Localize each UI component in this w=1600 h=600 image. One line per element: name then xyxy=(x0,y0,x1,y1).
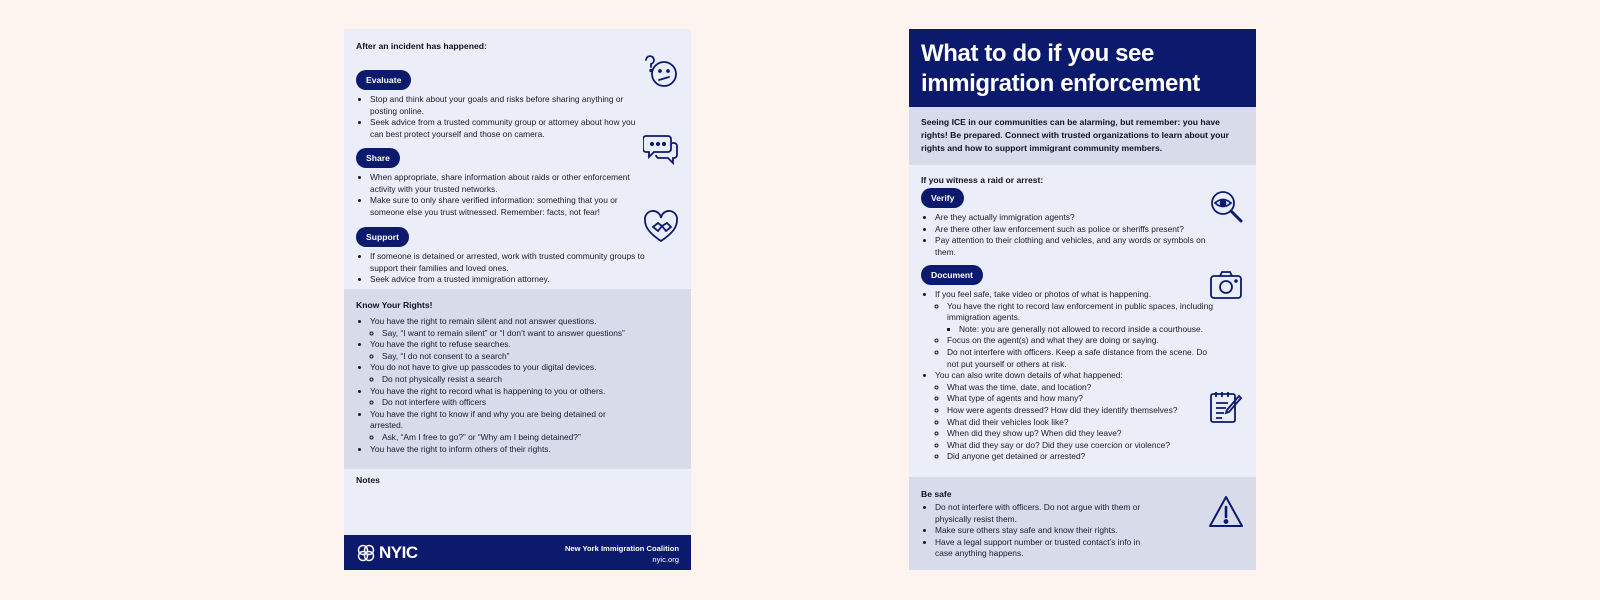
list-item: • You have the right to inform others of their rights. xyxy=(370,444,639,456)
list-item: ◦ Do not interfere with officers xyxy=(382,397,639,409)
nyic-logo-icon xyxy=(356,543,376,563)
chat-bubbles-icon xyxy=(643,131,679,167)
list-item: • When appropriate, share information about raids or other enforcement activity with your trusted networks. xyxy=(370,172,645,195)
list-item: • Seek advice from a trusted community group or attorney about how you can best protect yourself and those on camera. xyxy=(370,117,645,140)
list-item xyxy=(370,409,639,444)
list-item: ◦ Focus on the agent(s) and what they are doing or saying. xyxy=(947,335,1216,347)
witness-heading: If you witness a raid or arrest: xyxy=(921,175,1044,185)
list-item xyxy=(370,339,639,362)
rights-text: You have the right to know if and why you are being detained or arrested. xyxy=(370,408,606,431)
after-incident-heading: After an incident has happened: xyxy=(356,41,487,51)
camera-icon xyxy=(1208,267,1244,303)
evaluate-block xyxy=(356,68,645,140)
rights-heading: Know Your Rights! xyxy=(356,300,433,310)
document-text: If you feel safe, take video or photos of what is happening. xyxy=(935,289,1152,299)
rights-text: You have the right to remain silent and not answer questions. xyxy=(370,316,597,326)
notes-section xyxy=(344,475,691,535)
support-block xyxy=(356,225,645,286)
footer xyxy=(344,535,691,570)
list-item: ◦ What was the time, date, and location? xyxy=(947,382,1216,394)
support-list xyxy=(356,251,645,286)
list-item: ◦ What type of agents and how many? xyxy=(947,393,1216,405)
know-your-rights-section xyxy=(344,289,691,469)
document-block xyxy=(921,263,1216,463)
nyic-logo-text: NYIC xyxy=(379,543,418,562)
list-item: • Seek advice from a trusted immigration attorney. xyxy=(370,274,645,286)
list-item: • If someone is detained or arrested, work with trusted community groups to support their families and loved ones. xyxy=(370,251,645,274)
list-item xyxy=(947,301,1216,336)
list-item: • Make sure others stay safe and know their rights. xyxy=(935,525,1154,537)
org-info xyxy=(565,544,679,564)
rights-list xyxy=(356,316,639,455)
list-item: ◦ Say, “I want to remain silent” or “I don’t want to answer questions” xyxy=(382,328,639,340)
rights-text: You have the right to refuse searches. xyxy=(370,339,511,350)
list-item: • Pay attention to their clothing and vehicles, and any words or symbols on them. xyxy=(935,235,1210,258)
magnifier-eye-icon xyxy=(1208,189,1244,225)
list-item: ◦ Ask, “Am I free to go?” or “Why am I being detained?” xyxy=(382,432,639,444)
list-item xyxy=(370,362,639,385)
list-item xyxy=(370,316,639,339)
list-item: • Are they actually immigration agents? xyxy=(935,212,1210,224)
share-list xyxy=(356,172,645,218)
title-line-2: immigration enforcement xyxy=(921,70,1200,97)
verify-pill: Verify xyxy=(921,188,964,208)
left-page xyxy=(344,29,691,570)
verify-block xyxy=(921,186,1210,258)
list-item: ◦ Did anyone get detained or arrested? xyxy=(947,451,1216,463)
list-item: ◦ Say, “I do not consent to a search” xyxy=(382,351,639,363)
warning-triangle-icon xyxy=(1208,494,1244,530)
list-item: ◦ What did their vehicles look like? xyxy=(947,417,1216,429)
witness-section xyxy=(909,175,1256,505)
list-item xyxy=(935,289,1216,370)
nyic-logo xyxy=(356,543,418,563)
list-item: • Do not interfere with officers. Do not argue with them or physically resist them. xyxy=(935,502,1154,525)
share-pill: Share xyxy=(356,148,400,168)
document-list xyxy=(921,289,1216,463)
confused-face-icon xyxy=(643,53,679,89)
heart-hands-icon xyxy=(643,209,679,245)
list-item: • Are there other law enforcement such as police or sheriffs present? xyxy=(935,224,1210,236)
rights-text: You have the right to record what is happening to you or others. xyxy=(370,385,606,396)
evaluate-list xyxy=(356,94,645,140)
rights-text: You do not have to give up passcodes to your digital devices. xyxy=(370,362,597,373)
be-safe-list xyxy=(921,502,1154,560)
list-item xyxy=(935,370,1216,463)
document-pill: Document xyxy=(921,265,983,285)
after-incident-section xyxy=(344,41,691,316)
list-item: ▪ Note: you are generally not allowed to record inside a courthouse. xyxy=(959,324,1216,336)
list-item: • Have a legal support number or trusted contact’s info in case anything happens. xyxy=(935,537,1154,560)
share-block xyxy=(356,146,645,218)
support-pill: Support xyxy=(356,227,409,247)
right-page xyxy=(909,29,1256,570)
notes-heading: Notes xyxy=(356,475,380,485)
list-item: • Make sure to only share verified information: something that you or someone else you trust witnessed. Remember: facts, not fear! xyxy=(370,195,645,218)
notepad-pencil-icon xyxy=(1208,389,1244,425)
org-name: New York Immigration Coalition xyxy=(564,544,679,553)
intro-text: Seeing ICE in our communities can be alarming, but remember: you have rights! Be prepared. Connect with trusted organizations to learn about your rights and how to support immigrant community members. xyxy=(909,107,1256,165)
evaluate-pill: Evaluate xyxy=(356,70,411,90)
title-line-1: What to do if you see xyxy=(921,40,1154,67)
list-item: ◦ Do not physically resist a search xyxy=(382,374,639,386)
list-item xyxy=(370,386,639,409)
title-band xyxy=(909,29,1256,107)
list-item: ◦ When did they show up? When did they leave? xyxy=(947,428,1216,440)
be-safe-section xyxy=(909,477,1256,570)
page-title xyxy=(921,39,1244,99)
document-text: You can also write down details of what happened: xyxy=(935,370,1123,381)
be-safe-heading: Be safe xyxy=(921,489,952,499)
list-item: • Stop and think about your goals and risks before sharing anything or posting online. xyxy=(370,94,645,117)
org-url: nyic.org xyxy=(652,555,679,564)
list-item: ◦ How were agents dressed? How did they identify themselves? xyxy=(947,405,1216,417)
list-item: ◦ Do not interfere with officers. Keep a safe distance from the scene. Do not put yourself or others at risk. xyxy=(947,347,1216,370)
document-text: You have the right to record law enforcement in public spaces, including immigration agents. xyxy=(947,300,1213,323)
list-item: ◦ What did they say or do? Did they use coercion or violence? xyxy=(947,440,1216,452)
verify-list xyxy=(921,212,1210,258)
